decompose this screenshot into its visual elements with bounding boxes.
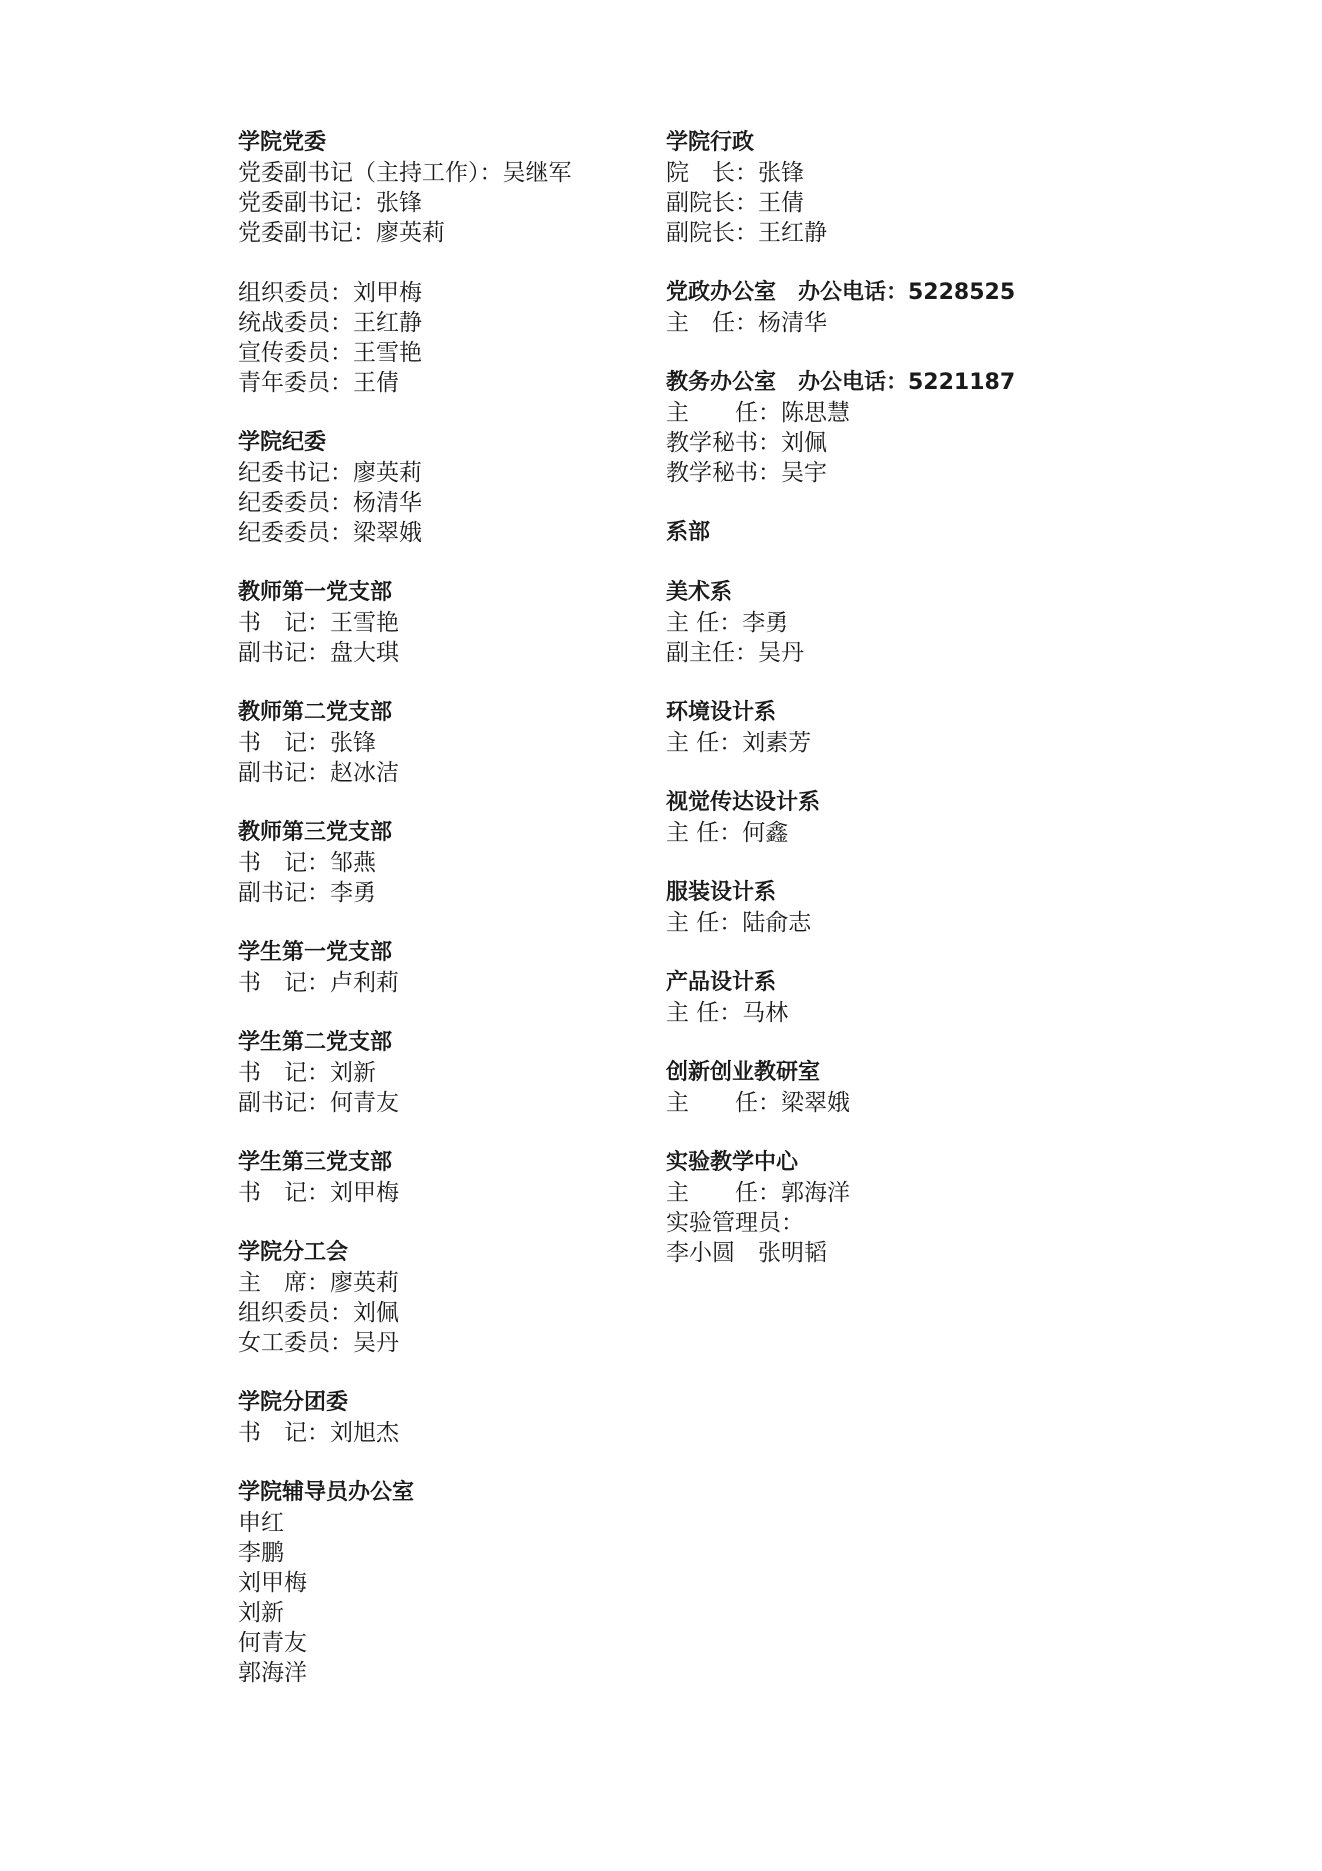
org-section	[666, 1058, 1186, 1118]
section-heading: 学生第二党支部	[238, 1030, 393, 1055]
member-line: 主 任：陈思慧	[666, 400, 850, 426]
section-heading: 教师第一党支部	[238, 580, 393, 605]
org-section	[238, 1148, 638, 1208]
org-section	[666, 368, 1186, 488]
section-heading: 教师第二党支部	[238, 700, 393, 725]
member-line: 院 长：张锋	[666, 160, 804, 186]
member-line: 主 任：杨清华	[666, 310, 827, 336]
member-line: 主 任：何鑫	[666, 820, 789, 846]
org-section	[666, 968, 1186, 1028]
section-heading: 产品设计系	[666, 970, 777, 995]
org-section	[238, 1028, 638, 1118]
member-line: 书 记：刘旭杰	[238, 1420, 399, 1446]
section-heading: 环境设计系	[666, 700, 777, 725]
org-section	[666, 278, 1186, 338]
member-line: 副书记：何青友	[238, 1090, 399, 1116]
member-line: 副院长：王红静	[666, 220, 827, 246]
right-column	[666, 128, 1186, 1298]
org-section	[666, 578, 1186, 668]
section-heading: 创新创业教研室	[666, 1060, 821, 1085]
member-line: 统战委员：王红静	[238, 310, 422, 336]
member-line: 书 记：张锋	[238, 730, 376, 756]
section-heading: 视觉传达设计系	[666, 790, 821, 815]
org-section	[238, 428, 638, 548]
member-line: 纪委委员：梁翠娥	[238, 520, 422, 546]
member-line: 党委副书记（主持工作）：吴继军	[238, 160, 572, 186]
member-line: 副书记：李勇	[238, 880, 376, 906]
org-section	[666, 128, 1186, 248]
member-line: 书 记：邹燕	[238, 850, 376, 876]
member-line: 李小圆 张明韬	[666, 1240, 827, 1266]
section-heading: 学院分工会	[238, 1240, 349, 1265]
member-line: 副书记：赵冰洁	[238, 760, 399, 786]
member-line: 副书记：盘大琪	[238, 640, 399, 666]
section-heading: 系部	[666, 520, 711, 545]
member-line: 申红	[238, 1510, 284, 1536]
org-section	[238, 278, 638, 398]
section-heading: 教师第三党支部	[238, 820, 393, 845]
member-line: 青年委员：王倩	[238, 370, 399, 396]
member-line: 刘新	[238, 1600, 284, 1626]
member-line: 书 记：王雪艳	[238, 610, 399, 636]
member-line: 女工委员：吴丹	[238, 1330, 399, 1356]
org-section	[238, 1478, 638, 1688]
section-heading: 服装设计系	[666, 880, 777, 905]
org-section	[666, 788, 1186, 848]
member-line: 主 任：刘素芳	[666, 730, 812, 756]
member-line: 宣传委员：王雪艳	[238, 340, 422, 366]
member-line: 纪委书记：廖英莉	[238, 460, 422, 486]
section-heading: 学生第一党支部	[238, 940, 393, 965]
org-section	[238, 1238, 638, 1358]
org-section	[666, 518, 1186, 548]
section-heading: 学院党委	[238, 130, 327, 155]
org-section	[666, 698, 1186, 758]
section-heading: 实验教学中心	[666, 1150, 799, 1175]
org-section	[238, 938, 638, 998]
member-line: 主 任：马林	[666, 1000, 789, 1026]
member-line: 主 任：郭海洋	[666, 1180, 850, 1206]
member-line: 教学秘书：刘佩	[666, 430, 827, 456]
member-line: 教学秘书：吴宇	[666, 460, 827, 486]
left-column	[238, 128, 638, 1718]
member-line: 书 记：卢利莉	[238, 970, 399, 996]
member-line: 书 记：刘甲梅	[238, 1180, 399, 1206]
section-heading: 学院行政	[666, 130, 755, 155]
org-section	[238, 698, 638, 788]
org-section	[666, 878, 1186, 938]
member-line: 副主任：吴丹	[666, 640, 804, 666]
section-heading: 学院分团委	[238, 1390, 349, 1415]
member-line: 郭海洋	[238, 1660, 307, 1686]
section-heading: 党政办公室 办公电话：5228525	[666, 280, 1016, 305]
org-section	[666, 1148, 1186, 1268]
member-line: 书 记：刘新	[238, 1060, 376, 1086]
member-line: 组织委员：刘甲梅	[238, 280, 422, 306]
member-line: 刘甲梅	[238, 1570, 307, 1596]
section-heading: 学生第三党支部	[238, 1150, 393, 1175]
member-line: 党委副书记：张锋	[238, 190, 422, 216]
member-line: 组织委员：刘佩	[238, 1300, 399, 1326]
section-heading: 美术系	[666, 580, 733, 605]
org-section	[238, 128, 638, 248]
member-line: 何青友	[238, 1630, 307, 1656]
member-line: 主 任：陆俞志	[666, 910, 812, 936]
org-section	[238, 1388, 638, 1448]
org-section	[238, 578, 638, 668]
section-heading: 学院辅导员办公室	[238, 1480, 415, 1505]
section-heading: 学院纪委	[238, 430, 327, 455]
member-line: 副院长：王倩	[666, 190, 804, 216]
member-line: 实验管理员：	[666, 1210, 804, 1236]
member-line: 主 任：梁翠娥	[666, 1090, 850, 1116]
org-section	[238, 818, 638, 908]
member-line: 李鹏	[238, 1540, 284, 1566]
member-line: 纪委委员：杨清华	[238, 490, 422, 516]
member-line: 主 席：廖英莉	[238, 1270, 399, 1296]
member-line: 党委副书记：廖英莉	[238, 220, 445, 246]
member-line: 主 任：李勇	[666, 610, 789, 636]
section-heading: 教务办公室 办公电话：5221187	[666, 370, 1016, 395]
